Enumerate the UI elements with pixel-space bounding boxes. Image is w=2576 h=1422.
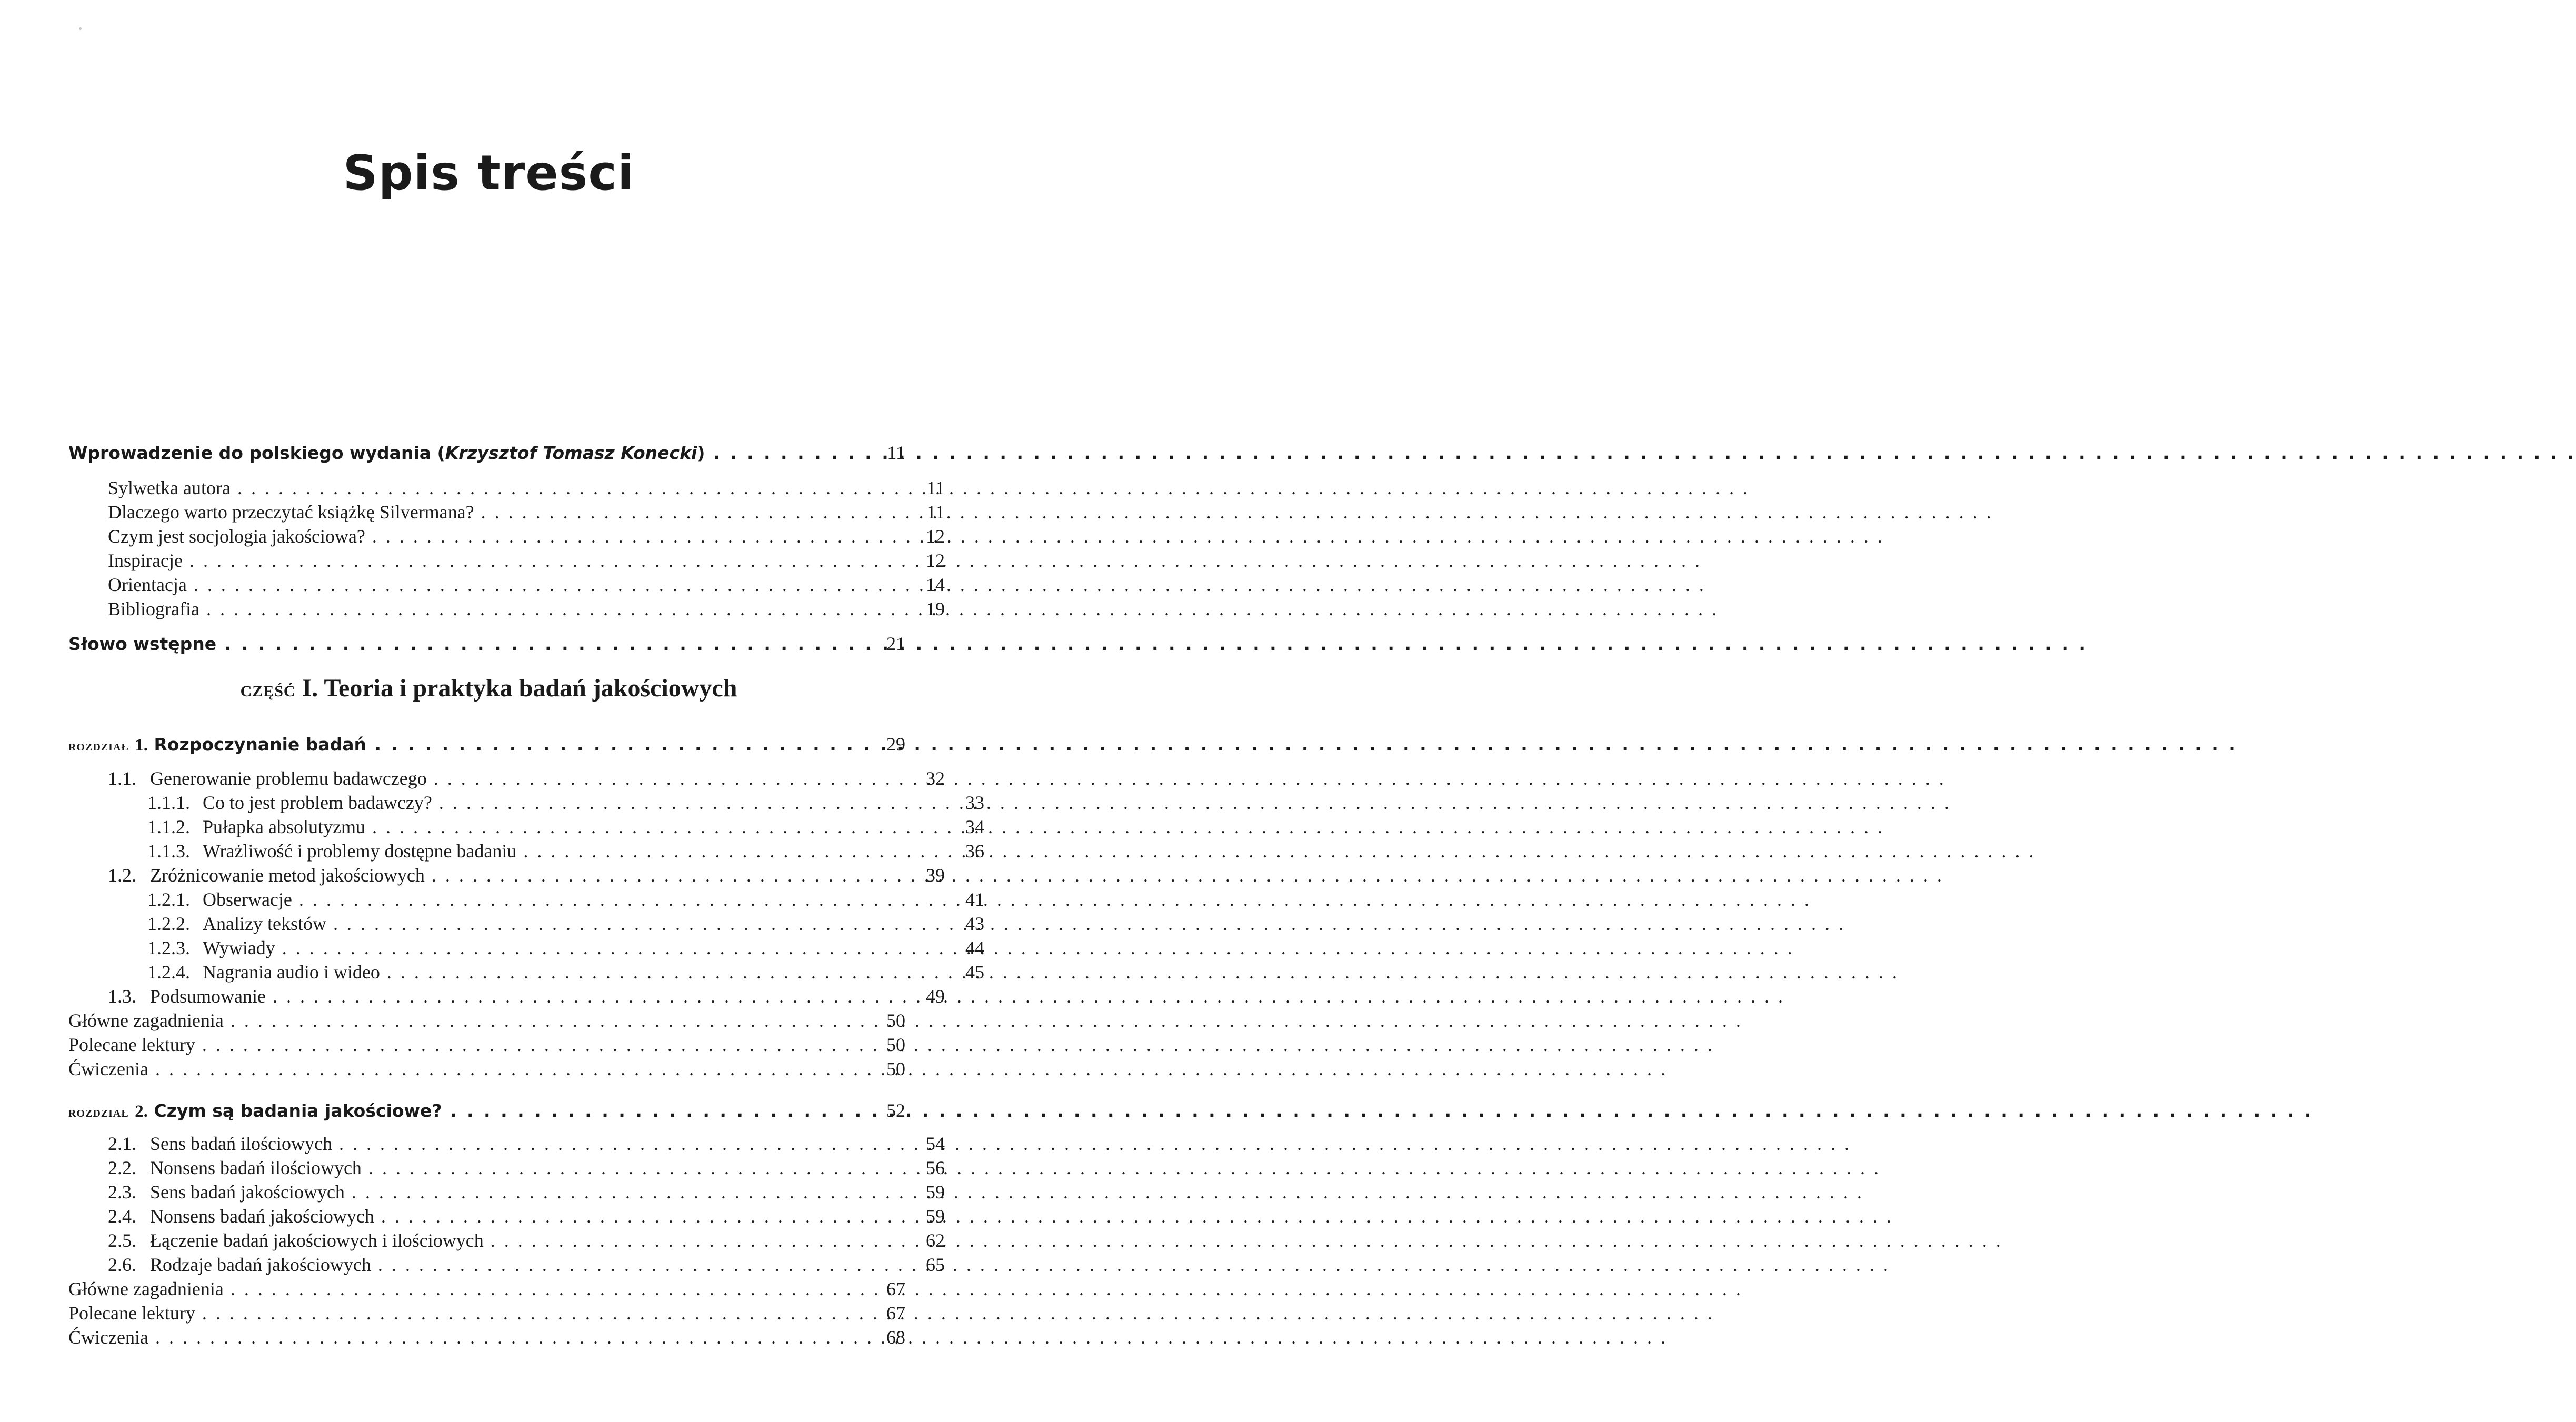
- toc-entry-page: 50: [886, 1034, 905, 1055]
- section-number: 2.3.: [108, 1181, 136, 1203]
- toc-entry-page: 50: [886, 1010, 905, 1031]
- toc-entry[interactable]: [68, 1229, 945, 1252]
- part-label: CZĘŚĆ: [240, 683, 296, 700]
- toc-entry-page: 33: [965, 792, 984, 813]
- section-number: 1.2.3.: [147, 937, 190, 958]
- toc-entry-label: Podsumowanie: [150, 986, 266, 1007]
- toc-entry[interactable]: [68, 1132, 945, 1155]
- toc-entry-page: 44: [965, 937, 984, 958]
- section-number: 1.3.: [108, 986, 136, 1007]
- toc-entry-page: 19: [926, 598, 945, 619]
- chapter-label: ROZDZIAŁ: [68, 1108, 129, 1119]
- toc-entry[interactable]: [68, 1156, 945, 1179]
- toc-entry-label: Nonsens badań ilościowych: [150, 1157, 362, 1178]
- toc-entry-label: Pułapka absolutyzmu: [203, 816, 365, 837]
- toc-entry-label: Orientacja . . .: [108, 573, 887, 596]
- toc-entry-label: Wywiady: [203, 937, 275, 958]
- toc-entry-label: Bibliografia . . .: [108, 597, 887, 620]
- toc-entry[interactable]: [68, 960, 984, 984]
- toc-entry-label: Analizy tekstów: [203, 913, 326, 934]
- toc-entry-label: Główne zagadnienia . . .: [68, 1009, 847, 1032]
- toc-entry-page: 12: [926, 526, 945, 547]
- toc-entry-label: Zróżnicowanie metod jakościowych: [150, 865, 425, 886]
- toc-entry[interactable]: [68, 767, 945, 790]
- toc-entry-intro[interactable]: [68, 441, 905, 465]
- toc-entry-page: 32: [926, 768, 945, 789]
- toc-entry-label: Obserwacje: [203, 889, 292, 910]
- toc-entry-label: Dlaczego warto przeczytać książkę Silvermana? . . .: [108, 500, 887, 524]
- toc-entry-page: 50: [886, 1058, 905, 1079]
- toc-entry[interactable]: [68, 1205, 945, 1228]
- toc-entry-page: 11: [926, 477, 945, 498]
- toc-entry-page: 36: [965, 840, 984, 862]
- toc-entry-label: Sens badań jakościowych: [150, 1181, 345, 1203]
- section-number: 1.2.2.: [147, 913, 190, 934]
- section-number: 2.4.: [108, 1206, 136, 1227]
- toc-entry-label: Ćwiczenia . . .: [68, 1326, 847, 1349]
- section-number: 1.2.4.: [147, 962, 190, 983]
- toc-entry-preface[interactable]: [68, 632, 905, 656]
- toc-entry[interactable]: [68, 1180, 945, 1204]
- toc-entry-page: 56: [926, 1157, 945, 1178]
- toc-entry-page: 62: [926, 1230, 945, 1251]
- section-number: 2.2.: [108, 1157, 136, 1178]
- toc-entry-page: 52: [886, 1100, 905, 1121]
- toc-entry-page: 49: [926, 986, 945, 1007]
- chapter-title: Rozpoczynanie badań: [154, 734, 367, 755]
- toc-entry[interactable]: [68, 525, 945, 548]
- section-number: 1.1.2.: [147, 816, 190, 837]
- toc-entry[interactable]: [68, 888, 984, 911]
- section-number: 1.1.3.: [147, 840, 190, 862]
- toc-entry-page: 59: [926, 1206, 945, 1227]
- toc-entry[interactable]: [68, 597, 945, 620]
- section-number: 2.1.: [108, 1133, 136, 1154]
- toc-entry-page: 59: [926, 1181, 945, 1203]
- toc-entry-label-close: ): [697, 443, 705, 463]
- toc-entry-label: Inspiracje . . .: [108, 549, 887, 572]
- toc-entry-label: Co to jest problem badawczy?: [203, 792, 432, 813]
- part-title: I. Teoria i praktyka badań jakościowych: [302, 674, 737, 702]
- toc-entry-label: Wrażliwość i problemy dostępne badaniu: [203, 840, 517, 862]
- toc-entry-label: Sylwetka autora . . .: [108, 476, 887, 499]
- toc-chapter-2[interactable]: [68, 1099, 905, 1125]
- toc-entry-page: 54: [926, 1133, 945, 1154]
- toc-entry-label: Polecane lektury . . .: [68, 1301, 847, 1325]
- toc-entry-label: Ćwiczenia . . .: [68, 1057, 847, 1080]
- toc-entry-page: 34: [965, 816, 984, 837]
- toc-entry-page: 45: [965, 962, 984, 983]
- toc-entry[interactable]: [68, 1277, 905, 1300]
- toc-entry-page: 11: [926, 502, 945, 523]
- toc-entry[interactable]: [68, 864, 945, 887]
- toc-entry-label: Główne zagadnienia . . .: [68, 1277, 847, 1300]
- toc-entry-page: 43: [965, 913, 984, 934]
- chapter-number: 1.: [135, 736, 148, 755]
- toc-entry[interactable]: [68, 1326, 905, 1349]
- scan-speck: [79, 27, 82, 30]
- toc-entry-page: 29: [886, 734, 905, 755]
- toc-entry[interactable]: [68, 839, 984, 863]
- toc-entry-page: 41: [965, 889, 984, 910]
- toc-entry-label: Nagrania audio i wideo: [203, 962, 380, 983]
- toc-entry-label: Łączenie badań jakościowych i ilościowych: [150, 1230, 484, 1251]
- toc-entry-page: 67: [886, 1278, 905, 1299]
- section-number: 2.6.: [108, 1254, 136, 1275]
- toc-chapter-1[interactable]: [68, 733, 905, 759]
- toc-entry-page: 39: [926, 865, 945, 886]
- chapter-label: ROZDZIAŁ: [68, 742, 129, 753]
- toc-entry[interactable]: [68, 1057, 905, 1080]
- toc-entry-label: Słowo wstępne . . .: [68, 633, 847, 656]
- toc-entry[interactable]: [68, 815, 984, 838]
- part-heading: [0, 674, 977, 703]
- toc-entry-author: Krzysztof Tomasz Konecki: [445, 443, 697, 463]
- toc-entry-page: 21: [886, 633, 905, 654]
- toc-entry[interactable]: [68, 573, 945, 596]
- toc-entry-label: Generowanie problemu badawczego: [150, 768, 427, 789]
- toc-entry-page: 68: [886, 1327, 905, 1348]
- chapter-title: Czym są badania jakościowe?: [154, 1100, 442, 1121]
- toc-entry-label: Czym jest socjologia jakościowa? . . .: [108, 525, 887, 548]
- toc-entry[interactable]: [68, 985, 945, 1008]
- toc-entry-page: 12: [926, 550, 945, 571]
- section-number: 1.1.: [108, 768, 136, 789]
- page-title: Spis treści: [343, 145, 635, 201]
- toc-entry-label: Nonsens badań jakościowych: [150, 1206, 374, 1227]
- toc-entry[interactable]: [68, 912, 984, 935]
- toc-entry[interactable]: [68, 791, 984, 814]
- toc-entry[interactable]: [68, 1301, 905, 1325]
- section-number: 2.5.: [108, 1230, 136, 1251]
- toc-entry[interactable]: [68, 549, 945, 572]
- toc-entry-label: Wprowadzenie do polskiego wydania (: [68, 443, 445, 463]
- toc-entry[interactable]: [68, 936, 984, 959]
- section-number: 1.2.: [108, 865, 136, 886]
- toc-entry-page: 67: [886, 1303, 905, 1324]
- toc-entry-label: Sens badań ilościowych: [150, 1133, 332, 1154]
- toc-entry-label: Polecane lektury . . .: [68, 1033, 847, 1056]
- toc-entry-page: 65: [926, 1254, 945, 1275]
- chapter-number: 2.: [135, 1102, 148, 1121]
- section-number: 1.2.1.: [147, 889, 190, 910]
- toc-entry-label: Rodzaje badań jakościowych: [150, 1254, 371, 1275]
- toc-entry-page: 14: [926, 574, 945, 595]
- toc-entry[interactable]: [68, 1009, 905, 1032]
- toc-entry[interactable]: [68, 500, 945, 524]
- toc-entry[interactable]: [68, 476, 945, 499]
- toc-entry[interactable]: [68, 1033, 905, 1056]
- toc-entry-page: 11: [887, 442, 905, 463]
- section-number: 1.1.1.: [147, 792, 190, 813]
- toc-entry[interactable]: [68, 1253, 945, 1276]
